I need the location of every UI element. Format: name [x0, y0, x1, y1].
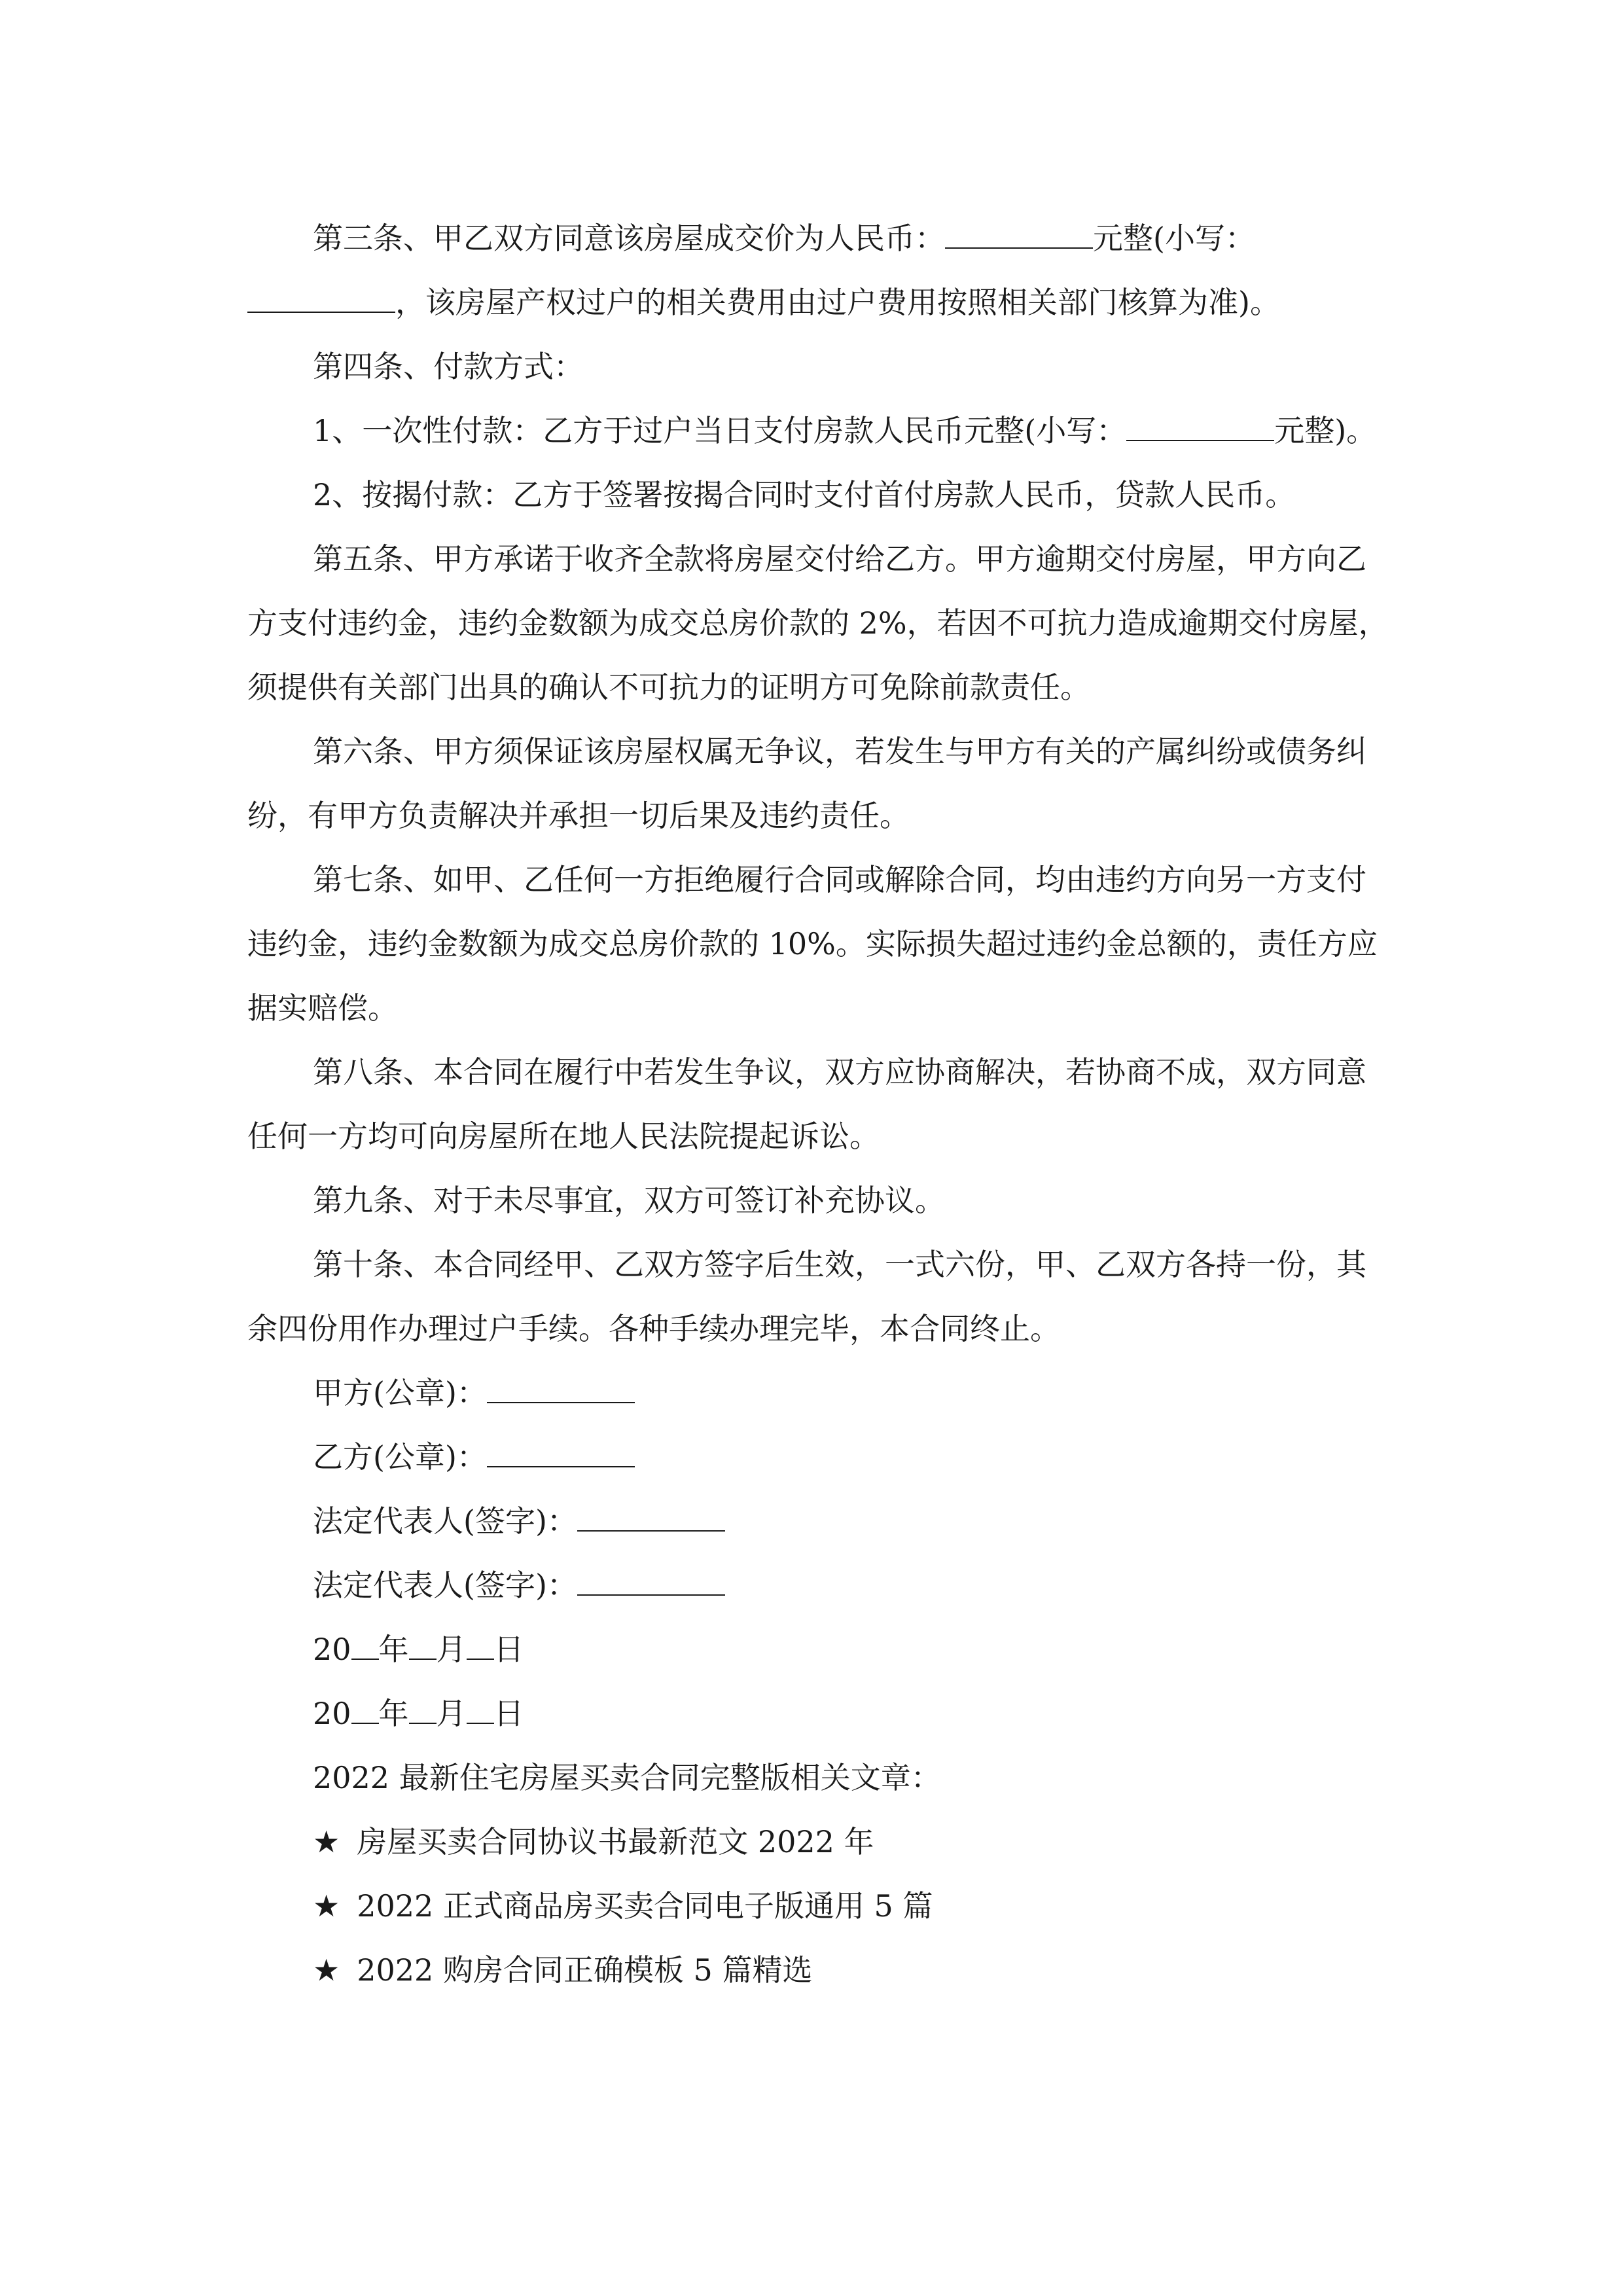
article-5: 第五条、甲方承诺于收齐全款将房屋交付给乙方。甲方逾期交付房屋，甲方向乙方支付违约金，违约金数额为成交总房价款的 2%，若因不可抗力造成逾期交付房屋，须提供有关部门出具的确认不可抗力的证明方可免除前款责任。: [247, 541, 1389, 705]
article-4-title: 第四条、付款方式：: [313, 349, 584, 384]
article-7: 第七条、如甲、乙任何一方拒绝履行合同或解除合同，均由违约方向另一方支付违约金，违约金数额为成交总房价款的 10%。实际损失超过违约金总额的，责任方应据实赔偿。: [247, 862, 1378, 1026]
article-4-item-1: [247, 399, 1393, 463]
month-blank: [409, 1632, 437, 1660]
party-a-signature: [247, 1361, 1393, 1425]
representative-2-signature: [247, 1553, 1393, 1617]
day-label: 日: [493, 1632, 524, 1667]
item-1-text-a: 1、一次性付款：乙方于过户当日支付房款人民币元整(小写：: [313, 413, 1127, 448]
article-10: 第十条、本合同经甲、乙双方签字后生效，一式六份，甲、乙双方各持一份，其余四份用作办理过户手续。各种手续办理完毕，本合同终止。: [247, 1247, 1366, 1346]
representative-1-signature: [247, 1489, 1393, 1553]
related-link[interactable]: [247, 1938, 1393, 2002]
date-prefix: 20: [313, 1696, 351, 1731]
price-small-blank: [247, 285, 395, 313]
payment-blank: [1126, 414, 1274, 441]
price-blank: [945, 221, 1093, 249]
related-link-text[interactable]: 房屋买卖合同协议书最新范文 2022 年: [357, 1824, 874, 1859]
year-blank: [351, 1696, 379, 1724]
party-a-blank: [487, 1376, 635, 1403]
related-link-text[interactable]: 2022 购房合同正确模板 5 篇精选: [357, 1952, 813, 1988]
star-icon: ★: [313, 1824, 340, 1859]
day-label: 日: [493, 1696, 524, 1731]
party-b-signature: [247, 1425, 1393, 1489]
year-label: 年: [378, 1696, 409, 1731]
article-3-text-a: 第三条、甲乙双方同意该房屋成交价为人民币：: [313, 221, 945, 256]
star-icon: ★: [313, 1952, 340, 1988]
article-8: 第八条、本合同在履行中若发生争议，双方应协商解决，若协商不成，双方同意任何一方均可向房屋所在地人民法院提起诉讼。: [247, 1054, 1366, 1154]
related-link[interactable]: [247, 1874, 1393, 1938]
star-icon: ★: [313, 1888, 340, 1924]
representative-2-blank: [577, 1568, 725, 1596]
article-6: 第六条、甲方须保证该房屋权属无争议，若发生与甲方有关的产属纠纷或债务纠纷，有甲方负责解决并承担一切后果及违约责任。: [247, 734, 1366, 833]
party-b-label: 乙方(公章)：: [313, 1439, 487, 1475]
item-1-text-b: 元整)。: [1274, 413, 1377, 448]
representative-1-label: 法定代表人(签字)：: [313, 1503, 577, 1539]
year-blank: [351, 1632, 379, 1660]
month-label: 月: [436, 1632, 467, 1667]
year-label: 年: [378, 1632, 409, 1667]
related-link-text[interactable]: 2022 正式商品房买卖合同电子版通用 5 篇: [357, 1888, 933, 1924]
party-a-label: 甲方(公章)：: [313, 1375, 487, 1410]
article-3-text-b: 元整(小写：: [1093, 221, 1255, 256]
article-9: 第九条、对于未尽事宜，双方可签订补充协议。: [313, 1183, 945, 1218]
day-blank: [467, 1632, 494, 1660]
party-b-blank: [487, 1440, 635, 1467]
article-4-item-2: 2、按揭付款：乙方于签署按揭合同时支付首付房款人民币，贷款人民币。: [313, 477, 1296, 512]
article-3-text-c: ，该房屋产权过户的相关费用由过户费用按照相关部门核算为准)。: [395, 285, 1280, 320]
date-prefix: 20: [313, 1632, 351, 1667]
related-link[interactable]: [247, 1810, 1393, 1874]
date-line-2: [247, 1681, 1393, 1746]
representative-1-blank: [577, 1504, 725, 1532]
representative-2-label: 法定代表人(签字)：: [313, 1568, 577, 1603]
related-heading: 2022 最新住宅房屋买卖合同完整版相关文章：: [313, 1760, 941, 1795]
date-line-1: [247, 1617, 1393, 1681]
month-blank: [409, 1696, 437, 1724]
article-3: [247, 206, 1393, 334]
month-label: 月: [436, 1696, 467, 1731]
contract-page: [247, 206, 1393, 2002]
day-blank: [467, 1696, 494, 1724]
